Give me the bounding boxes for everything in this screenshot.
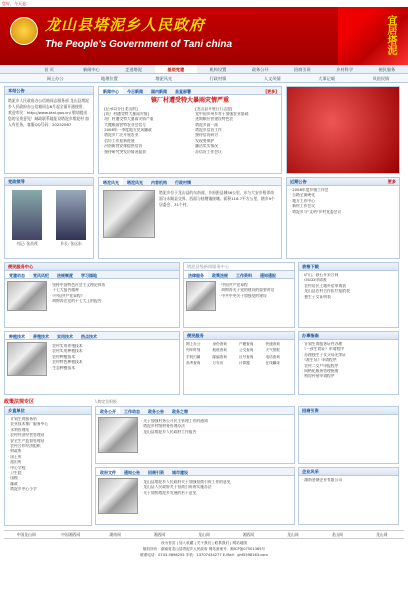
tech-tab[interactable]: 种植技术 [5,332,29,339]
gov-files-tab[interactable]: 招商引资 [148,469,164,475]
law-tab[interactable]: 法律服务 [184,271,208,278]
service-link[interactable]: 万年历 [212,361,224,366]
friend-link[interactable]: 龙山网 [287,532,299,537]
tech-tab[interactable]: 热点技术 [81,333,97,339]
leader-name: 乡长: 张远东 [60,241,82,246]
gov-open-panel [95,406,295,464]
gov-files-tabs [96,468,294,476]
service-link[interactable]: 电话查询 [265,354,280,359]
news-panel [98,86,282,174]
unit-item[interactable]: · 邮政 [8,482,88,487]
township-tabs [99,178,281,186]
service-link[interactable]: 公交查询 [239,348,254,353]
party-panel [4,262,180,328]
party-item[interactable]: · 坚持中国特色社会主义理论体系 [50,283,105,288]
unit-item[interactable]: · 财政所 [8,449,88,454]
nav-item[interactable]: 首 页 [44,67,54,72]
news-list-right [190,107,281,158]
footer-links[interactable]: 设为首页 | 加入收藏 | 关于我们 | 联系我们 | 网站地图 [161,541,247,545]
news-item[interactable]: · 发现要保护 [193,139,278,144]
tab-scenery[interactable]: 塔泥风光 [99,178,123,185]
gov-open-tabs [96,407,294,415]
unit-item[interactable]: · 计划生育服务站 [8,417,88,422]
unit-item[interactable]: · 农村经济经营管理站 [8,433,88,438]
gov-open-photo [98,417,138,453]
announce-panel [286,177,400,259]
download-item[interactable]: · 矿山、砂石开采合同 [302,273,395,278]
download-item[interactable]: · 独生子女证明表 [302,295,395,300]
gov-open-tab[interactable]: 政务公开 [96,407,120,414]
tech-panel [4,331,180,395]
leaders-title: 党政领导 [5,178,93,186]
gov-open-item[interactable]: · 龙山县塔泥乡人民政府工作报告 [141,430,208,435]
date-bar: 您好，今天是： [2,1,30,6]
news-item[interactable]: · 述期顺应营建设特色农 [193,117,278,122]
news-item[interactable]: · 廉洁奖实情况 [193,144,278,149]
gov-open-tab[interactable]: 工作动态 [124,408,140,414]
tech-photo [7,342,47,376]
leader-name: 书记: 张昌茂 [16,241,38,246]
service-link[interactable]: 在线翻译 [265,361,280,366]
news-item[interactable]: · [坦厂村遭受特大暴雨灾情] [102,112,187,117]
service-link[interactable]: 计算器 [239,361,250,366]
news-item[interactable]: · 办信访工作会议 [193,150,278,155]
red-banner-panel [286,86,400,174]
leader-photo [12,190,42,240]
service-title: 便民服务 [184,332,294,340]
notice-panel [4,86,94,174]
news-item[interactable]: · 河南新营安排提供信访 [102,144,187,149]
friend-link[interactable]: 龙山网 [331,532,343,537]
policy-zone-sub: 人物定位积极 [94,398,117,404]
announce-title: 近期公告 更多 [287,178,399,186]
township-intro: 塔泥乡位于龙山县的东南部，乡府距县城56公里，东与大安乡相邻南面与永顺县交界，西面与桂塘镇接壤。面积116.7平方公里，辖乡9个居委会、31个村。 [159,190,275,208]
guide-item[interactable]: · 购房补贴申请程序 [302,374,395,379]
announce-list [287,186,399,217]
service-link[interactable]: 天气预报 [265,348,280,353]
sub-nav-item[interactable]: 行政村情 [209,76,227,81]
guide-item[interactable]: · 计划生育服务证件办理 [302,342,395,347]
sub-nav [0,74,408,83]
gov-files-item[interactable]: · 龙山县人民政府关于招商引资的实施办法 [141,485,231,490]
leader-photo [56,190,86,240]
main-nav [0,65,408,74]
download-title: 表格下载 [299,263,398,271]
law-tab[interactable]: 工作资料 [236,272,252,278]
news-item[interactable]: · [记录以分日龙山的] [102,107,187,112]
service-center-title: 便民服务中心 [5,263,179,271]
nav-item[interactable]: 政务公开 [251,67,269,72]
policy-zone-title: 政策法规专区 [4,398,35,405]
party-photo [7,281,47,311]
friend-link[interactable]: 龙山网 [198,532,210,537]
unit-item[interactable]: · 安全生产监督管理站 [8,439,88,444]
news-item[interactable]: · 塔泥乡高一高 [193,123,278,128]
nav-item[interactable]: 乡村科学 [336,67,354,72]
gov-open-item[interactable]: · 塔泥乡村级财务管理办法 [141,424,208,429]
news-item[interactable]: · 塔泥乡广泛开展农业 [102,133,187,138]
township-photo [103,190,155,238]
download-item[interactable]: · 龙山县农村合作医疗报销表 [302,289,395,294]
tab-county-news[interactable]: 县直部署 [175,88,191,94]
news-item[interactable]: · 大搬顺国营特农业会信号 [102,123,187,128]
notice-text: 塔泥乡人民政府办公信箱同志服务部 龙山县塔泥乡人民政府办公信箱同志6月起全面开通使用，欢迎市民：http://www.tani.gov.cn/ 敬请提出您的宝贵意见！邮政联系地址设塔泥乡塔泥村 加入有任务，客服QQ号码：20252067 [8,98,89,128]
leaders-panel [4,177,94,259]
guide-item[interactable]: · 办理独生子女父母光荣证 [302,353,395,358]
tech-item[interactable]: · 农村特色种植技术 [50,360,83,365]
service-link[interactable]: 区号查询 [239,354,254,359]
township-panel [98,177,282,259]
sub-nav-item[interactable]: 塔泥风光 [155,76,173,81]
nav-item[interactable]: 走进塔泥 [125,67,142,72]
site-footer [0,541,408,559]
gov-files-item[interactable]: · 关于加快塔泥乡发展的若干意见 [141,491,231,496]
unit-item[interactable]: · 国税 [8,476,88,481]
guide-title: 办事指南 [299,332,398,340]
law-list [216,281,277,311]
service-link[interactable]: 手机归属 [186,354,201,359]
sub-nav-item[interactable]: 大事记载 [318,76,335,81]
tab-villages[interactable]: 行政村情 [175,179,191,185]
service-link[interactable]: 邮编查询 [212,354,227,359]
unit-item[interactable]: · 农业技术推广服务中心 [8,422,88,427]
friend-links [4,530,404,539]
party-tab[interactable]: 党建动态 [5,271,29,278]
download-panel [298,262,399,328]
tech-list [47,342,86,376]
nav-item[interactable]: 新闻中心 [82,67,100,72]
news-item[interactable]: · 接待信访研讨 [193,133,278,138]
law-tabs [184,271,294,279]
guide-item[interactable]: · 农村二女户申报程序 [302,364,395,369]
nav-item[interactable]: 招商引资 [294,67,311,72]
gov-files-photo [98,478,138,514]
news-headline[interactable]: 镇厂村遭受特大暴雨灾情严重 [150,97,229,104]
tab-agencies[interactable]: 内容机构 [151,179,167,185]
news-item[interactable]: · 党中国乡州乡对于加强农业基础 [193,112,278,117]
tech-tab[interactable]: 养殖技术 [33,333,49,339]
news-item[interactable]: · 信访工作迎新进展 [102,139,187,144]
law-tab[interactable]: 政策法规 [212,272,228,278]
footer-copyright: 版权所有：湖南省龙山县塔泥乡人民政府 网站备案号：湘ICP备07501365号 [142,547,266,551]
service-link[interactable]: 身份查询 [212,342,227,346]
gov-open-list [138,417,211,453]
friend-link[interactable]: 中国湘西网 [61,532,81,537]
law-subtitle: 塔泥县级新闻服务中心 [184,263,294,271]
unit-item[interactable]: · 国土所 [8,455,88,460]
download-list [299,271,398,302]
announce-item[interactable]: · 地方工作中心 [290,199,396,204]
nav-item[interactable]: 基层党建 [155,65,197,73]
enterprise-list [299,476,398,485]
tech-item[interactable]: · 生态种植技术 [50,366,83,371]
download-item[interactable]: · OSCD申请表 [302,278,395,283]
news-item[interactable]: · 接待研究突发访情况报表 [102,150,187,155]
footer-contact: 联系电话：0743-5698255 手机：13707434277 E-Mail：ghf5598163.com [140,553,268,557]
service-link[interactable]: 高考查询 [186,361,201,366]
gov-open-tab[interactable]: 政务之窗 [172,408,188,414]
tech-item[interactable]: · 农村实用种植技术 [50,349,83,354]
enterprise-panel [298,467,399,525]
party-tabs [5,271,179,279]
sub-nav-item[interactable]: 地理位置 [101,76,118,81]
service-panel [183,331,295,395]
party-tab[interactable]: 学习园地 [81,272,97,278]
friend-link[interactable]: 湘西网 [242,532,255,537]
news-title[interactable]: 新闻中心 [99,87,123,94]
national-emblem-icon [10,17,38,45]
law-photo [186,281,216,311]
tech-tabs [5,332,179,340]
guide-panel [298,331,399,395]
party-item[interactable]: · 胡锦涛在党的十七大上的报告 [50,299,105,304]
friend-link[interactable]: 龙山网 [376,532,388,537]
unit-item[interactable]: · 派出所 [8,460,88,465]
news-more-link[interactable]: [更多] [265,88,277,94]
nav-item[interactable]: 机构设置 [209,67,227,72]
party-item[interactable]: · 《中国共产党章程》 [50,294,105,299]
service-grid [184,340,294,368]
guide-item[interactable]: · 网格化服务管理指南 [302,369,395,374]
tech-tab[interactable]: 实用技术 [57,333,73,339]
news-tabs [99,87,281,95]
enterprise-title: 企业风采 [299,468,398,476]
investment-title: 招商引资 [299,407,398,415]
law-panel [183,262,295,328]
law-tab[interactable]: 通知通报 [260,272,276,278]
gov-open-item[interactable]: · 关于加强村务公开民主管理工作的通知 [141,419,208,424]
guide-item[interactable]: · 《准生证》申请程序 [302,358,395,363]
sub-nav-item[interactable]: 网上办公 [46,76,64,81]
news-item[interactable]: · [龙山县开展日行志愿] [193,107,278,112]
news-list-left [99,107,190,158]
friend-link[interactable]: 湖南网 [109,532,121,537]
party-tab[interactable]: 党风风纪 [33,272,49,278]
unit-item[interactable]: · 卫生院 [8,471,88,476]
unit-item[interactable]: · 农村合作经济组织 [8,444,88,449]
guide-item[interactable]: · 《一孩生育证》申请程序 [302,347,395,352]
units-list [5,415,91,494]
enterprise-item[interactable]: · 湖南金钢企业有限公司 [302,478,395,483]
unit-item[interactable]: · 水利管理站 [8,428,88,433]
gov-open-tab[interactable]: 政务公告 [148,408,164,414]
service-link[interactable]: 航班查询 [212,348,227,353]
service-link[interactable]: 列车时刻 [186,348,201,353]
site-title-en: The People's Government of Tani china [45,39,233,50]
announce-item[interactable]: · 塔泥乡与"文明"乡村党委会议 [290,210,396,215]
site-title-cn: 龙山县塔泥乡人民政府 [45,16,206,34]
tab-scenery-2[interactable]: 塔泥风光 [127,179,143,185]
gov-files-tab[interactable]: 政府文件 [96,468,120,475]
law-item[interactable]: · 胡锦涛关于党的建设的重要讲话 [219,288,274,293]
news-item[interactable]: · 坦厂村遭受特大暴雨灾情严重 [102,117,187,122]
nav-item[interactable]: 便民服务 [378,67,396,72]
news-item[interactable]: · 2008年一季度地方党风廉政 [102,128,187,133]
announce-item[interactable]: · 公路全面硬化 [290,193,396,198]
law-item[interactable]: · 中国共产党章程 [219,283,274,288]
unit-item[interactable]: · 塔泥乡中心小学 [8,487,88,492]
units-title: 乡直单位 [5,407,91,415]
sub-nav-item[interactable]: 风俗民情 [372,76,390,81]
news-item[interactable]: · 塔泥乡信访工作 [193,128,278,133]
gov-files-tab[interactable]: 城市建设 [172,469,188,475]
party-list [47,281,108,311]
service-link[interactable]: 快递查询 [265,342,280,346]
tab-today-news[interactable]: 今日新闻 [127,88,143,94]
gov-files-item[interactable]: · 龙山县塔泥乡人民政府关于加强招商引资工作的意见 [141,480,231,485]
sub-nav-item[interactable]: 人文风情 [263,76,281,81]
notice-title: 本站公告 [5,87,93,95]
tech-item[interactable]: · 农村种植技术 [50,355,83,360]
law-item[interactable]: · 中共中央关于加强党的建设 [219,294,274,299]
investment-panel [298,406,399,464]
units-panel [4,406,92,526]
friend-link[interactable]: 湘西网 [153,532,166,537]
service-link[interactable]: 户籍查询 [239,342,254,346]
download-item[interactable]: · 农村居民土地补偿申请表 [302,284,395,289]
tech-item[interactable]: · 农村实用养殖技术 [50,344,83,349]
gov-files-tab[interactable]: 通知公告 [124,469,140,475]
party-tab[interactable]: 法规制度 [57,272,73,278]
announce-item[interactable]: · 2008年度乡镇工作会 [290,188,396,193]
service-link[interactable]: 网上办公 [186,342,201,346]
announce-item[interactable]: · 新村工作会议 [290,204,396,209]
banner-slogan: 宜居塔泥 [385,15,396,55]
announce-more-link[interactable]: 更多 [387,178,396,184]
party-item[interactable]: · 十七大报告精神 [50,288,105,293]
guide-list [299,340,398,382]
friend-link[interactable]: 中国龙山网 [16,532,36,537]
site-banner [0,7,408,65]
gov-files-list [138,478,234,514]
gov-files-panel [95,467,295,525]
unit-item[interactable]: · 中心学校 [8,466,88,471]
tab-domestic-news[interactable]: 国内新闻 [151,88,167,94]
banner-decoration [338,7,408,65]
